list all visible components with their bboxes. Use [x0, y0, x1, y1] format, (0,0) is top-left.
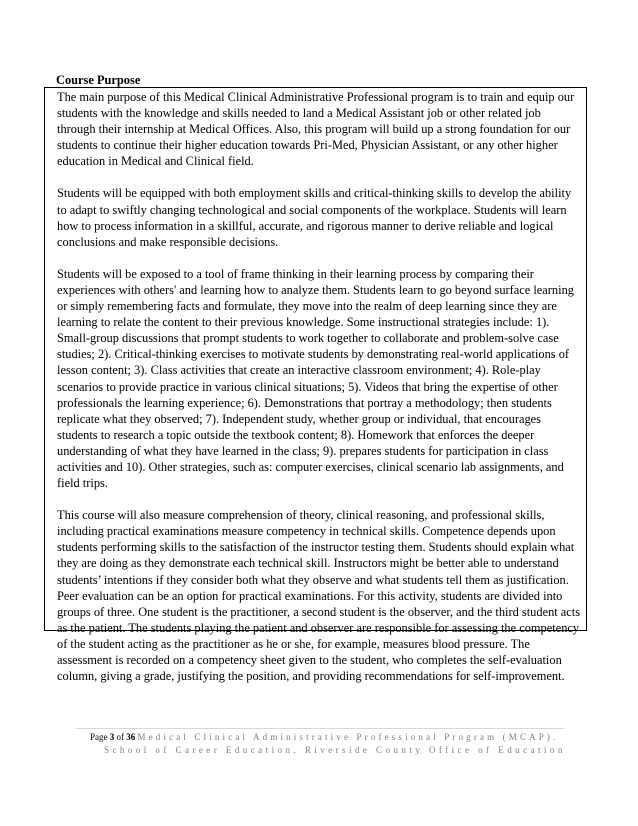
- paragraph-instructional-strategies: Students will be exposed to a tool of frame thinking in their learning process by comparing their experiences with others' and learning how to analyze them. Students learn to go beyond surface learning or simply remembering facts and formulate, they move into the realm of deep learning since they are learning to relate the content to their previous knowledge. Some instructional strategies include: 1). Small-group discussions that prompt students to work together to collaborate and problem-solve case studies; 2). Critical-thinking exercises to motivate students by demonstrating real-world applications of lesson content; 3). Class activities that create an interactive classroom environment; 4). Role-play scenarios to provide practice in various clinical situations; 5). Videos that bring the expertise of other professionals the learning experience; 6). Demonstrations that portray a methodology; then students replicate what they observed; 7). Independent study, whether group or individual, that encourages students to research a topic outside the textbook content; 8). Homework that enforces the deeper understanding of what they have learned in the class; 9). prepares students for participation in class activities and 10). Other strategies, such as: computer exercises, clinical scenario lab assignments, and field trips.: [57, 266, 574, 491]
- paragraph-assessment: This course will also measure comprehension of theory, clinical reasoning, and professional skills, including practical examinations measure competency in technical skills. Competence depends upon students performing skills to the satisfaction of the instructor testing them. Students should explain what they are doing as they demonstrate each technical skill. Instructors might be better able to understand students’ intentions if they consider both what they observe and what students tell them as justification. Peer evaluation can be an option for practical examinations. For this activity, students are divided into groups of three. One student is the practitioner, a second student is the observer, and the third student acts as the patient. The students playing the patient and observer are responsible for assessing the competency of the student acting as the practitioner as he or she, for example, measures blood pressure. The assessment is recorded on a competency sheet given to the student, who completes the self-evaluation column, giving a grade, justifying the position, and providing recommendations for self-improvement.: [57, 508, 581, 684]
- paragraph-program-purpose: The main purpose of this Medical Clinical Administrative Professional program is to train and equip our students with the knowledge and skills needed to land a Medical Assistant job or other related job through their internship at Medical Offices. Also, this program will build up a strong foundation for our students to continue their higher education towards Pri-Med, Physician Assistant, or any other higher education in Medical and Clinical field.: [57, 90, 575, 169]
- section-title: Course Purpose: [56, 73, 141, 87]
- current-page: 3: [109, 732, 115, 742]
- page-footer: [76, 731, 564, 757]
- school-name: School of Career Education. Riverside County Office of Education: [104, 745, 566, 755]
- program-name: Medical Clinical Administrative Professional Program (MCAP).: [137, 732, 559, 742]
- footer-line-1: [76, 731, 564, 744]
- footer-divider: [76, 728, 564, 729]
- total-pages: 36: [126, 732, 136, 742]
- paragraph-skills: Students will be equipped with both employment skills and critical-thinking skills to develop the ability to adapt to swiftly changing technological and social components of the workplace. Students will learn how to process information in a skillful, accurate, and rigorous manner to derive reliable and logical conclusions and make responsible decisions.: [57, 186, 572, 249]
- page-number: Page 3 of 36: [90, 732, 136, 742]
- footer-line-2: [76, 744, 564, 757]
- course-purpose-box: [44, 87, 587, 684]
